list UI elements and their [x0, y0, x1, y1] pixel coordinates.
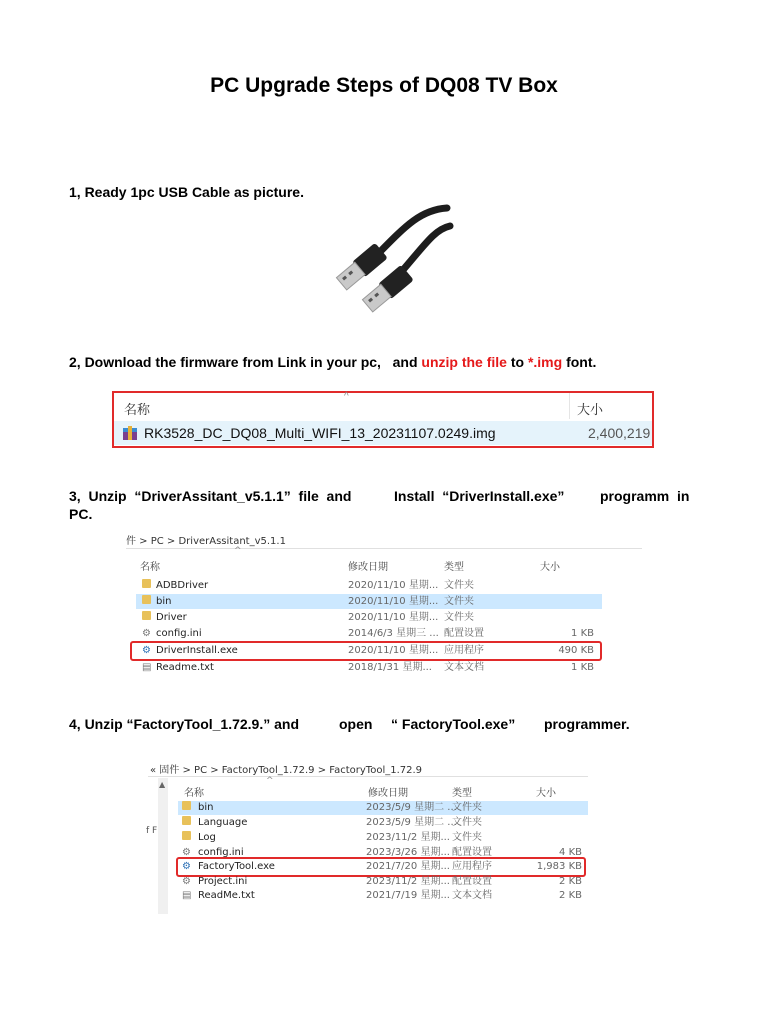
file-name: ADBDriver	[156, 580, 209, 591]
firmware-file-size: 2,400,219	[588, 425, 651, 441]
file-date: 2023/5/9 星期二 ...	[366, 802, 457, 813]
highlight-box	[130, 641, 602, 661]
file-size: 1 KB	[571, 628, 594, 639]
file-type: 文件夹	[444, 580, 474, 591]
step-2-suffix: font.	[562, 354, 597, 370]
file-type: 文件夹	[452, 832, 482, 843]
folder-icon	[142, 594, 151, 609]
column-date[interactable]: 修改日期	[368, 788, 408, 799]
file-name: Project.ini	[198, 876, 248, 887]
column-size[interactable]: 大小	[536, 788, 556, 799]
file-type: 应用程序	[444, 645, 484, 656]
file-date: 2021/7/19 星期...	[366, 890, 450, 901]
settings-file-icon: ⚙	[182, 847, 191, 858]
file-list-header	[114, 393, 652, 419]
file-size: 1 KB	[571, 662, 594, 673]
file-name: Driver	[156, 612, 187, 623]
file-type: 文本文档	[444, 662, 484, 673]
file-name: Readme.txt	[156, 662, 214, 673]
img-highlight: *.img	[527, 354, 563, 370]
column-divider	[569, 393, 570, 419]
column-name[interactable]: 名称	[140, 562, 160, 573]
firmware-file-name: RK3528_DC_DQ08_Multi_WIFI_13_20231107.0249.img	[144, 425, 496, 441]
factory-tool-explorer	[148, 758, 588, 914]
folder-icon	[182, 831, 191, 845]
file-type: 文本文档	[452, 890, 492, 901]
file-type: 文件夹	[444, 596, 474, 607]
file-name: ReadMe.txt	[198, 890, 255, 901]
file-name: config.ini	[156, 628, 202, 639]
file-type: 文件夹	[444, 612, 474, 623]
step-1-text: 1, Ready 1pc USB Cable as picture.	[69, 184, 304, 200]
sort-indicator-icon: ^	[234, 546, 242, 556]
file-name: config.ini	[198, 847, 244, 858]
step-4-text-a: 4, Unzip “FactoryTool_1.72.9.” and	[69, 716, 300, 732]
step-2-middle: to	[506, 354, 528, 370]
step-2-prefix: 2, Download the firmware from Link in your pc, and	[69, 354, 422, 370]
file-type: 文件夹	[452, 817, 482, 828]
file-name: DriverInstall.exe	[156, 645, 238, 656]
file-date: 2023/11/2 星期...	[366, 876, 450, 887]
step-4-text-d: programmer.	[544, 716, 630, 732]
file-date: 2020/11/10 星期...	[348, 596, 439, 607]
file-type: 文件夹	[452, 802, 482, 813]
file-row[interactable]	[136, 626, 602, 641]
firmware-file-row[interactable]	[114, 421, 652, 445]
file-date: 2023/11/2 星期...	[366, 832, 450, 843]
file-name: Language	[198, 817, 248, 828]
column-name[interactable]: 名称	[184, 788, 204, 799]
text-file-icon: ▤	[182, 890, 192, 901]
file-date: 2018/1/31 星期...	[348, 662, 432, 673]
text-file-icon: ▤	[142, 662, 152, 673]
file-type: 配置设置	[452, 847, 492, 858]
file-date: 2020/11/10 星期...	[348, 580, 439, 591]
column-type[interactable]: 类型	[444, 562, 464, 573]
breadcrumb[interactable]: « 固件 > PC > FactoryTool_1.72.9 > FactoryTool_1.72.9	[150, 765, 423, 776]
folder-icon	[182, 816, 191, 830]
folder-icon	[182, 801, 191, 815]
side-label: f F	[146, 826, 158, 836]
page-title: PC Upgrade Steps of DQ08 TV Box	[210, 74, 558, 97]
toolbar-divider	[148, 776, 588, 777]
column-name[interactable]: 名称	[124, 402, 151, 417]
toolbar-divider	[126, 548, 642, 549]
file-name: bin	[156, 596, 172, 607]
folder-icon	[142, 610, 151, 625]
folder-icon	[142, 578, 151, 593]
scrollbar[interactable]	[158, 778, 168, 914]
step-3-line-1-end: programm in	[600, 488, 690, 504]
file-type: 配置设置	[444, 628, 484, 639]
file-row[interactable]	[136, 594, 602, 609]
file-date: 2023/3/26 星期...	[366, 847, 450, 858]
file-date: 2014/6/3 星期三 ...	[348, 628, 439, 639]
usb-cable-image	[322, 200, 456, 330]
column-size[interactable]: 大小	[577, 402, 604, 417]
file-type: 应用程序	[452, 861, 492, 872]
file-size: 1,983 KB	[536, 861, 582, 872]
settings-file-icon: ⚙	[142, 628, 151, 639]
column-size[interactable]: 大小	[540, 562, 560, 573]
file-size: 2 KB	[559, 890, 582, 901]
sort-indicator-icon: ^	[266, 776, 274, 786]
installer-icon: ⚙	[142, 645, 151, 656]
file-name: FactoryTool.exe	[198, 861, 275, 872]
file-date: 2020/11/10 星期...	[348, 645, 439, 656]
settings-file-icon: ⚙	[182, 876, 191, 887]
file-row[interactable]	[136, 660, 602, 675]
file-row[interactable]	[136, 578, 602, 593]
step-3-line-1: 3, Unzip “DriverAssitant_v5.1.1” file and	[69, 488, 352, 504]
file-row[interactable]	[178, 831, 588, 845]
file-date: 2021/7/20 星期...	[366, 861, 450, 872]
file-size: 490 KB	[558, 645, 594, 656]
file-row[interactable]	[136, 610, 602, 625]
file-date: 2023/5/9 星期二 ...	[366, 817, 457, 828]
step-3-line-2: PC.	[69, 506, 93, 522]
file-row[interactable]	[178, 889, 588, 903]
factory-tool-icon: ⚙	[182, 861, 191, 872]
step-4-text-b: open	[339, 716, 373, 732]
step-2-text	[69, 352, 596, 372]
file-date: 2020/11/10 星期...	[348, 612, 439, 623]
file-type: 配置设置	[452, 876, 492, 887]
highlight-box	[176, 857, 586, 877]
archive-icon	[122, 425, 138, 441]
file-row[interactable]	[178, 816, 588, 830]
file-row[interactable]	[178, 875, 588, 889]
breadcrumb[interactable]: 件 > PC > DriverAssitant_v5.1.1	[126, 536, 286, 547]
sort-indicator-icon: ^	[344, 391, 349, 402]
step-4-text-c: “ FactoryTool.exe”	[391, 716, 516, 732]
column-type[interactable]: 类型	[452, 788, 472, 799]
firmware-file-box	[112, 391, 654, 448]
file-row[interactable]	[178, 801, 588, 815]
file-size: 2 KB	[559, 876, 582, 887]
column-date[interactable]: 修改日期	[348, 562, 388, 573]
driver-assistant-explorer	[126, 530, 642, 678]
unzip-highlight: unzip the file	[421, 354, 507, 370]
scroll-up-icon[interactable]: ▲	[159, 780, 166, 789]
file-name: bin	[198, 802, 214, 813]
file-name: Log	[198, 832, 216, 843]
file-size: 4 KB	[559, 847, 582, 858]
step-3-line-1-install: Install “DriverInstall.exe”	[394, 488, 565, 504]
